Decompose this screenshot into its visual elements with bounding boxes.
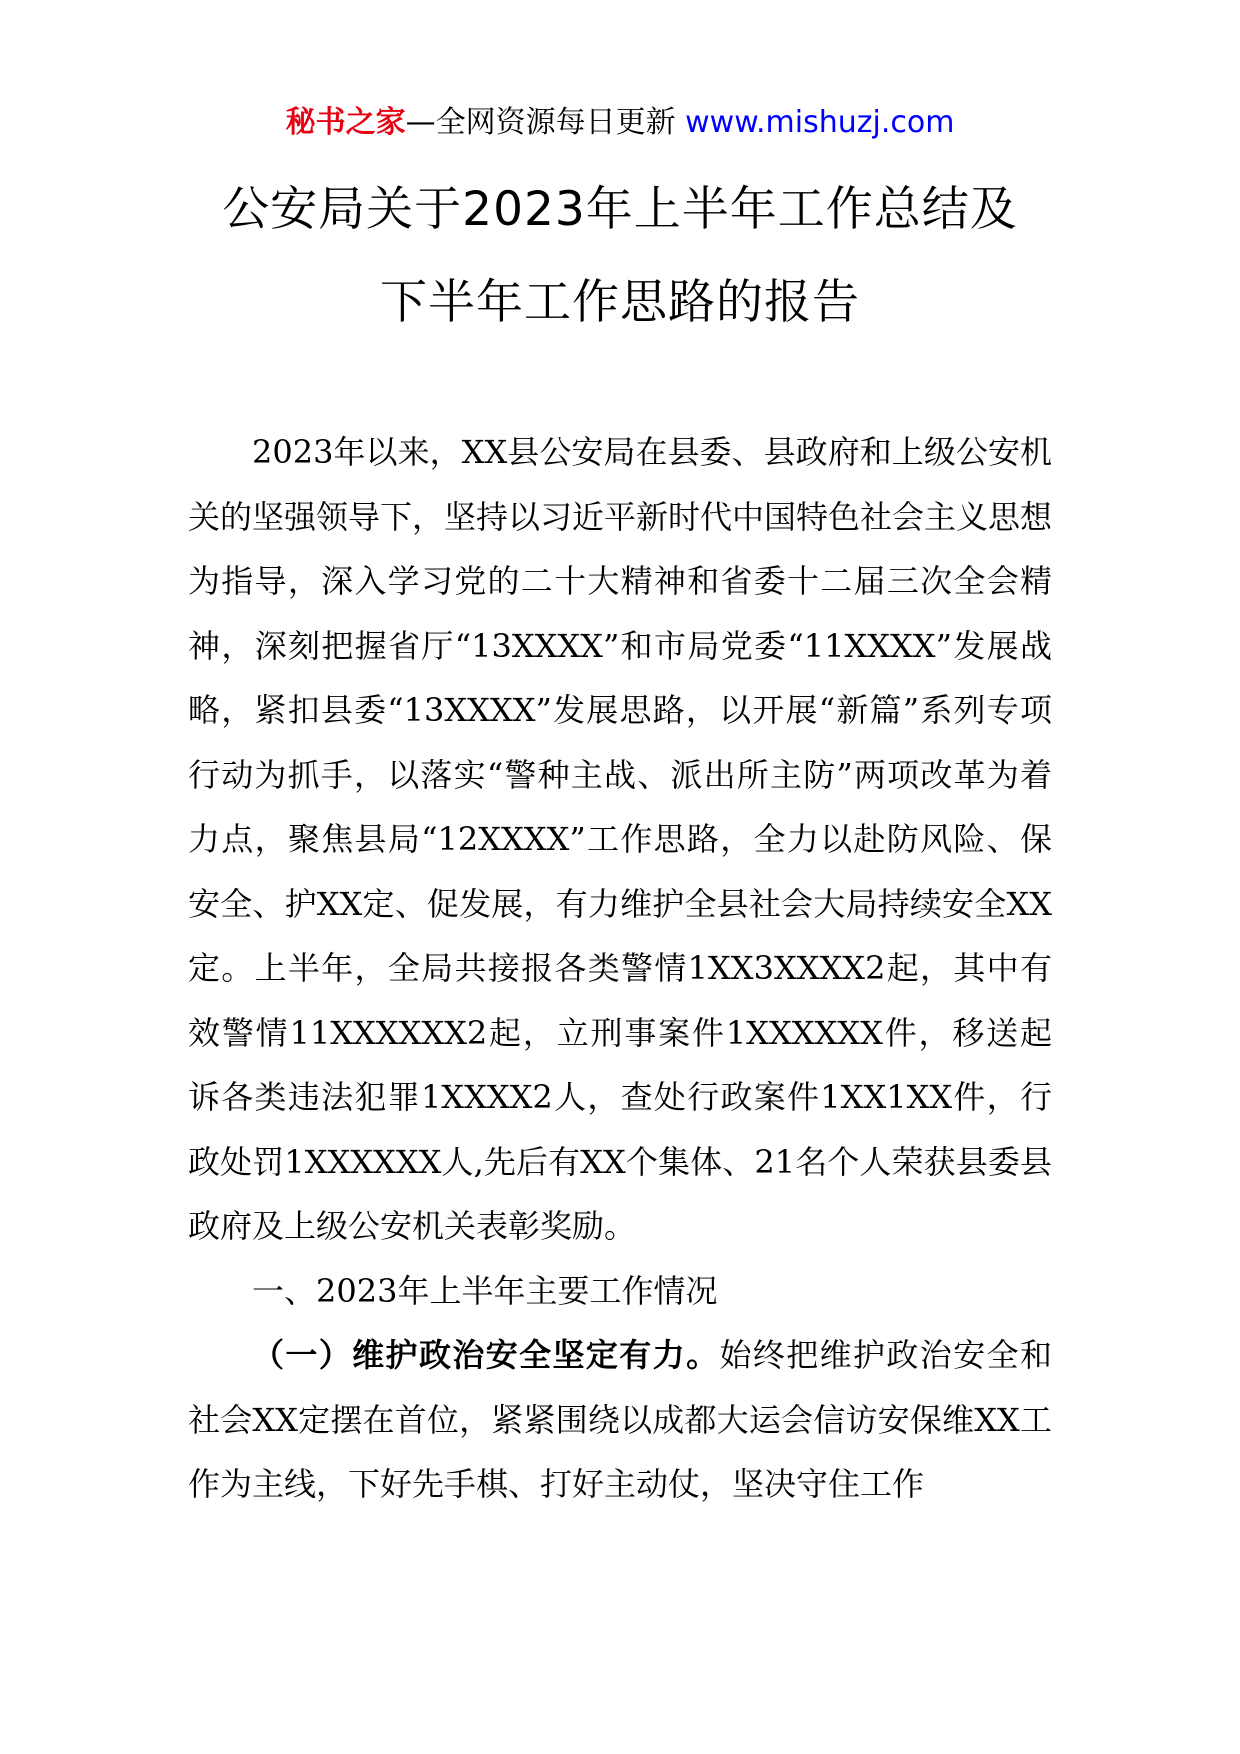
site-banner — [0, 103, 1240, 143]
document-title-line-1: 公安局关于2023年上半年工作总结及 — [222, 182, 1018, 237]
subsection-text: 始终把维护政治安全和社会XX定摆在首位，紧紧围绕以成都大运会信访安保维XX工作为主线，下好先手棋、打好主动仗，坚决守住工作 — [188, 1336, 1052, 1503]
document-body — [188, 420, 1052, 1517]
section-heading: 一、2023年上半年主要工作情况 — [252, 1271, 718, 1310]
document-title-line-2: 下半年工作思路的报告 — [380, 275, 860, 330]
banner-url[interactable]: www.mishuzj.com — [685, 105, 955, 140]
banner-brand: 秘书之家 — [285, 105, 406, 140]
intro-paragraph: 2023年以来，XX县公安局在县委、县政府和上级公安机关的坚强领导下，坚持以习近平新时代中国特色社会主义思想为指导，深入学习党的二十大精神和省委十二届三次全会精神，深刻把握省厅“13XXXX”和市局党委“11XXXX”发展战略，紧扣县委“13XXXX”发展思路，以开展“新篇”系列专项行动为抓手，以落实“警种主战、派出所主防”两项改革为着力点，聚焦县局“12XXXX”工作思路，全力以赴防风险、保安全、护XX定、促发展，有力维护全县社会大局持续安全XX定。上半年，全局共接报各类警情1XX3XXXX2起，其中有效警情11XXXXXX2起，立刑事案件1XXXXXX件，移送起诉各类违法犯罪1XXXX2人，查处行政案件1XX1XX件，行政处罚1XXXXXX人,先后有XX个集体、21名个人荣获县委县政府及上级公安机关表彰奖励。 — [188, 433, 1053, 1245]
banner-tagline: —全网资源每日更新 — [405, 105, 686, 140]
subsection-lead: （一）维护政治安全坚定有力。 — [252, 1336, 720, 1374]
subsection-paragraph — [188, 1323, 1052, 1517]
